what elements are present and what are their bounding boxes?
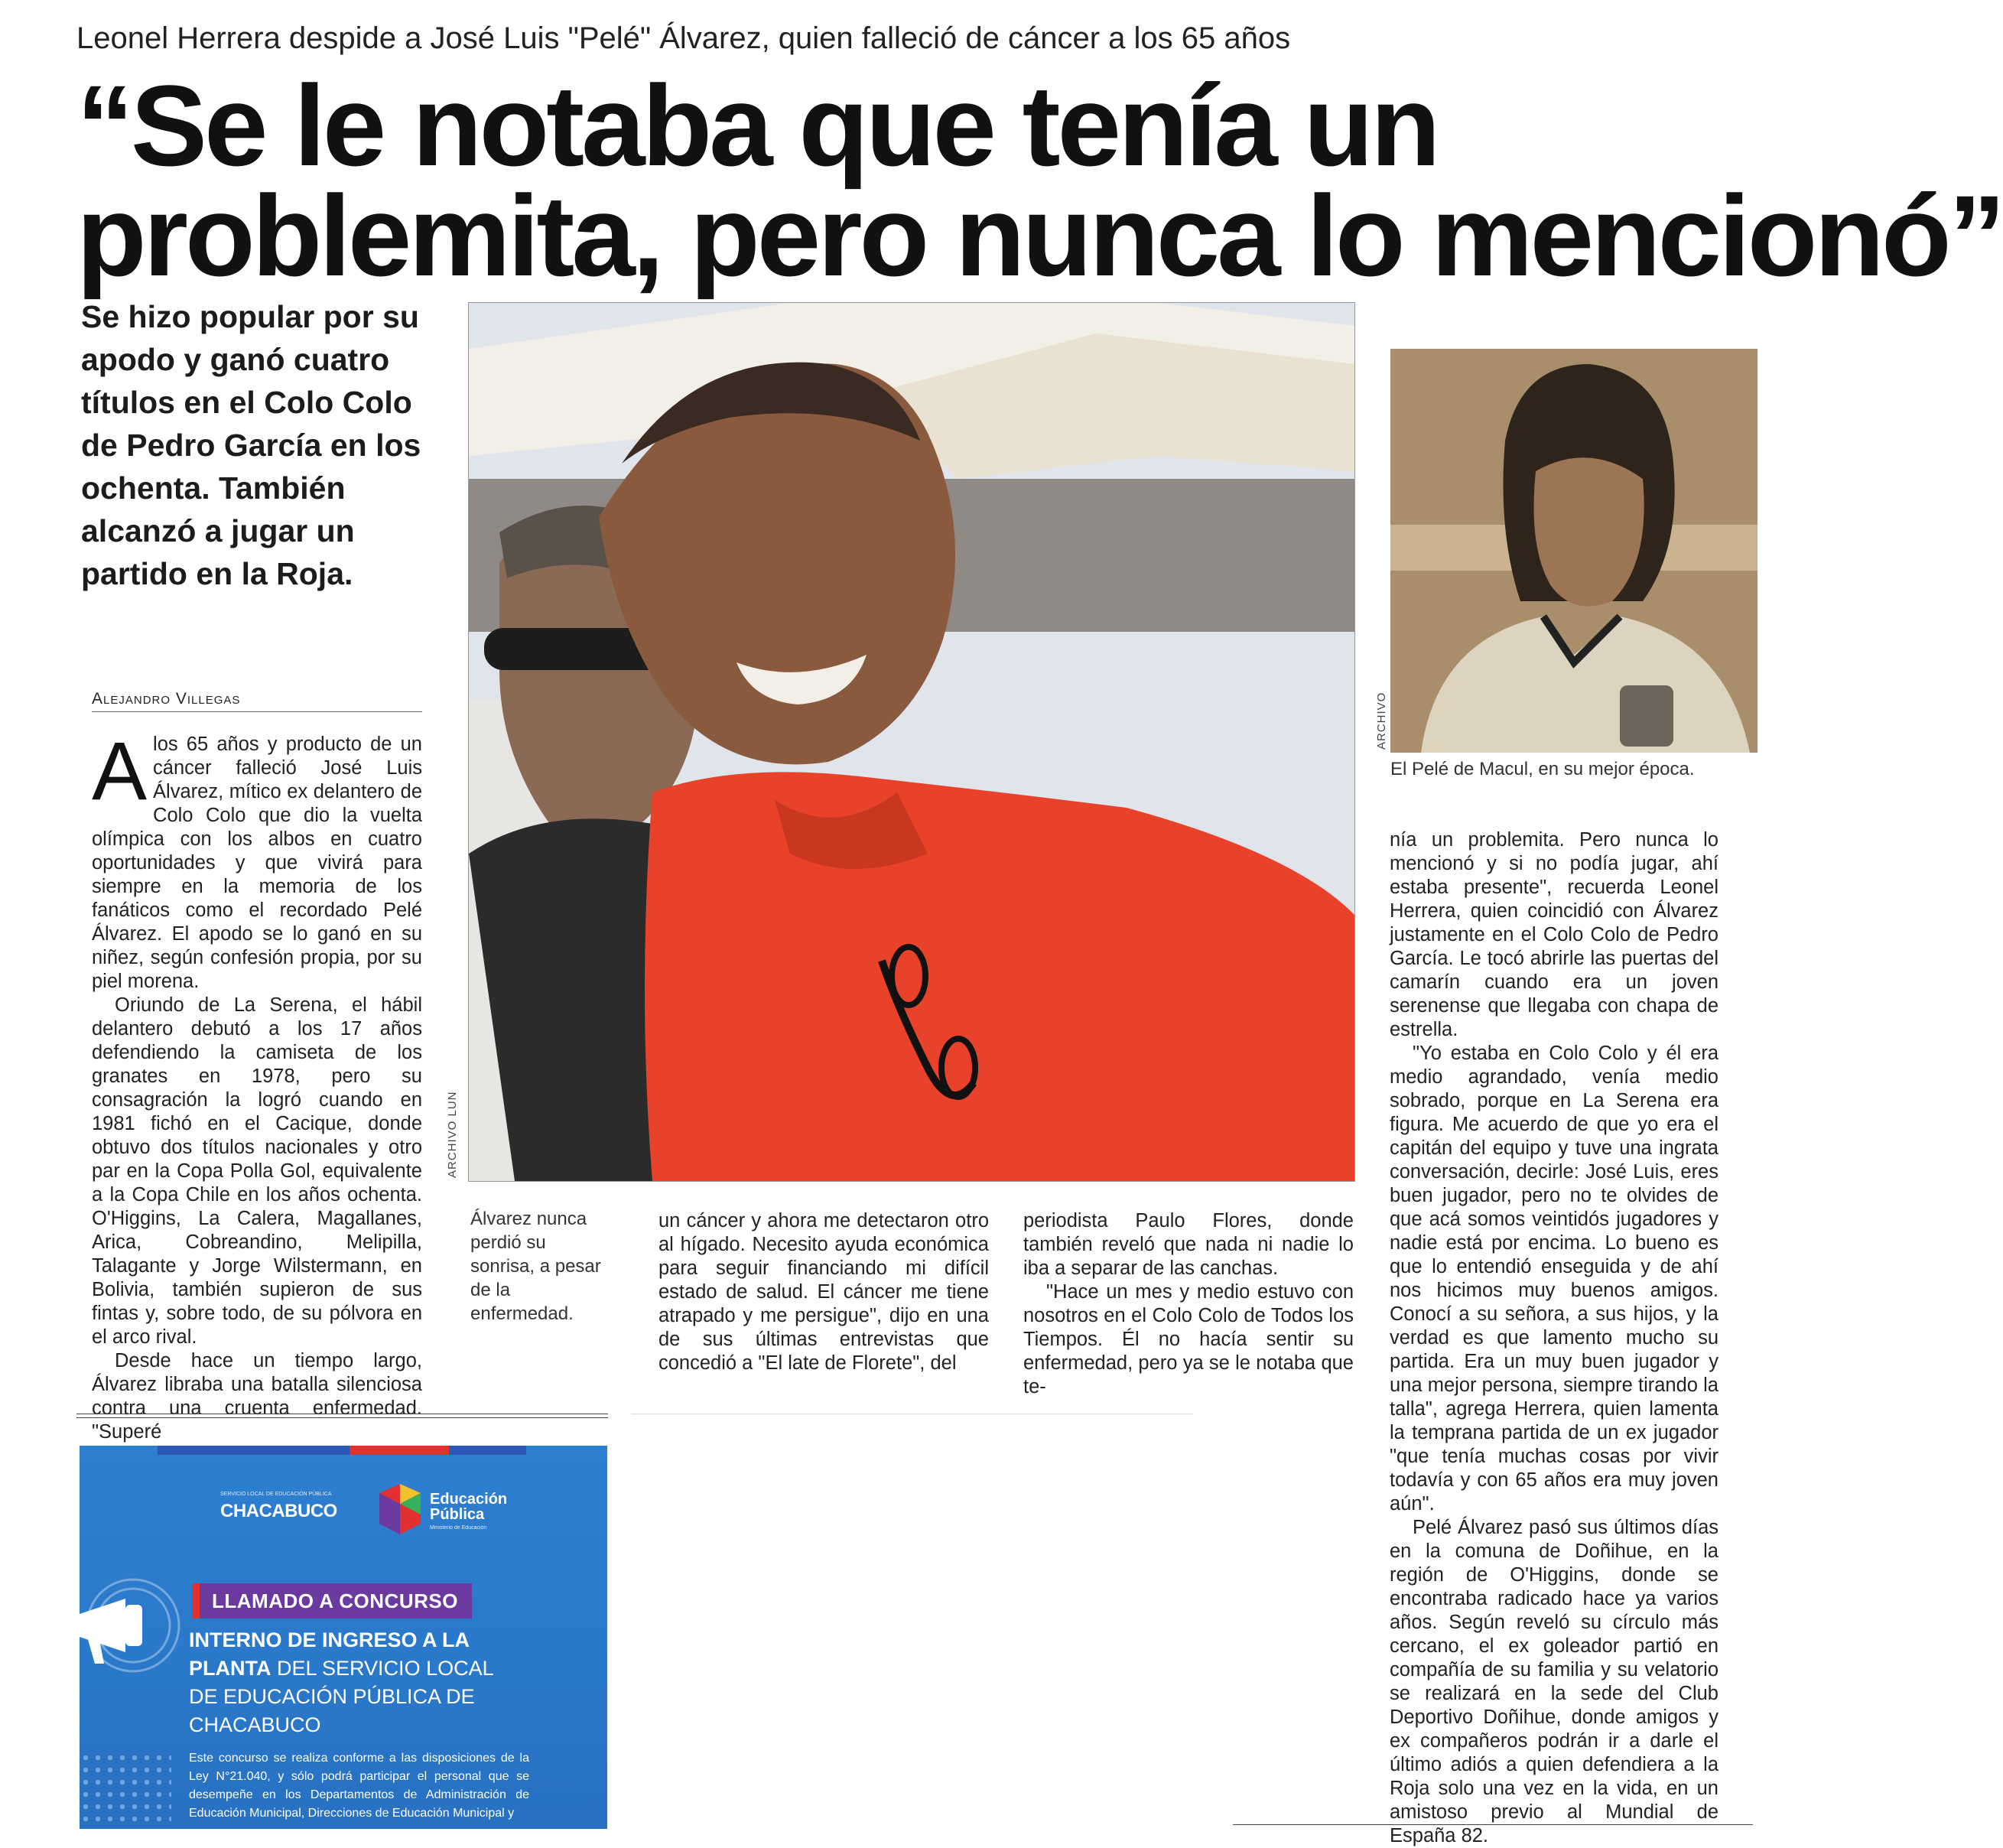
- body-column-3: [1023, 1209, 1354, 1399]
- main-photo-illustration: [469, 303, 1354, 1181]
- main-photo-credit: ARCHIVO LUN: [446, 1091, 459, 1178]
- ad-logo-chacabuco: CHACABUCO: [220, 1501, 337, 1521]
- paragraph-text: los 65 años y producto de un cáncer falleció José Luis Álvarez, mítico ex delantero de Colo Colo que dio la vuelta olímpica con los albos en cuatro oportunidades y que vivirá para siempre en la memoria de los fanáticos como el recordado Pelé Álvarez. El apodo se lo ganó en su niñez, según confesión propia, por su piel morena.: [92, 734, 422, 992]
- ad-body: Este concurso se realiza conforme a las disposiciones de la Ley N°21.040, y sólo podrá participar el personal que se desempeñe en los Departamentos de Administración de Educación Municipal, Direcciones de Educación Municipal y: [189, 1752, 529, 1820]
- body-paragraph: Pelé Álvarez pasó sus últimos días en la comuna de Doñihue, en la región de O'Higgins, donde se encontraba radicado hace ya varios años. Según reveló su círculo más cercano, el ex goleador partió en compañía de su familia y su velatorio se realizará en la sede del Club Deportivo Doñihue, donde amigos y ex compañeros podrán ir a darle el último adiós a quien defendiera a la Roja solo una vez en la vida, en un amistoso previo al Mundial de España 82.: [1390, 1517, 1718, 1846]
- body-paragraph: un cáncer y ahora me detectaron otro al hígado. Necesito ayuda económica para seguir financiando mi difícil estado de salud. El cáncer me tiene atrapado y me persigue", dijo en una de sus últimas entrevistas que concedió a "El late de Florete", del: [658, 1210, 989, 1374]
- body-paragraph: periodista Paulo Flores, donde también reveló que nada ni nadie lo iba a separar de las canchas.: [1023, 1210, 1354, 1279]
- headline-line-1: “Se le notaba que tenía un: [76, 61, 1438, 190]
- educacion-publica-logo-icon: [379, 1484, 421, 1534]
- section-divider: [1233, 1824, 1753, 1825]
- megaphone-icon: [72, 1576, 171, 1675]
- body-column-4: [1390, 828, 1718, 1848]
- article-headline: [76, 61, 2003, 300]
- archive-photo: [1390, 349, 1758, 753]
- ad-top-bar: [158, 1446, 526, 1455]
- body-paragraph: "Yo estaba en Colo Colo y él era medio agrandado, venía medio sobrado, porque en La Serena era figura. Me acuerdo de que yo era el capitán del equipo y tuve una ingrata conversación, decirle: José Luis, eres buen jugador, pero no te olvides de que acá somos veintidós jugadores y nadie está por encima. Lo bueno es que lo entendió enseguida y de ahí nos hicimos muy buenos amigos. Conocí a su señora, a sus hijos, y la verdad es que lamento mucho su partida. Era un muy buen jugador y una mejor persona, siempre tirando la talla", agrega Herrera, quien lamenta la temprana partida de un ex jugador "que tenía muchas cosas por vivir todavía y con 65 años era muy joven aún".: [1390, 1043, 1718, 1515]
- ad-logo-chacabuco-subtitle: SERVICIO LOCAL DE EDUCACIÓN PÚBLICA: [220, 1492, 332, 1497]
- archive-photo-caption: El Pelé de Macul, en su mejor época.: [1390, 759, 1695, 779]
- body-column-1: [92, 724, 422, 1444]
- archive-photo-credit: ARCHIVO: [1375, 691, 1388, 750]
- body-paragraph: nía un problemita. Pero nunca lo mencionó y si no podía jugar, ahí estaba presente", recuerda Leonel Herrera, quien coincidió con Álvarez justamente en el Colo Colo de Pedro García. Le tocó abrirle las puertas del camarín cuando era un joven serenense que llegaba con chapa de estrella.: [1390, 829, 1718, 1040]
- body-paragraph: "Hace un mes y medio estuvo con nosotros en el Colo Colo de Todos los Tiempos. Él no hacía sentir su enfermedad, pero ya se le notaba que te-: [1023, 1281, 1354, 1397]
- advertisement[interactable]: [80, 1446, 607, 1829]
- headline-line-2: problemita, pero nunca lo mencionó”: [76, 171, 2003, 300]
- article-dek: Se hizo popular por su apodo y ganó cuatro títulos en el Colo Colo de Pedro García en los ochenta. También alcanzó a jugar un partido en la Roja.: [81, 299, 421, 591]
- main-photo-caption: Álvarez nunca perdió su sonrisa, a pesar de la enfermedad.: [470, 1209, 601, 1324]
- section-divider: [76, 1414, 608, 1418]
- archive-photo-illustration: [1390, 349, 1758, 753]
- body-paragraph: [92, 724, 422, 994]
- body-column-2: [658, 1209, 989, 1375]
- article-kicker: Leonel Herrera despide a José Luis "Pelé" Álvarez, quien falleció de cáncer a los 65 años: [76, 21, 1291, 55]
- ad-logo-educacion-publica-subtitle: Ministerio de Educación: [430, 1525, 487, 1531]
- body-paragraph: Desde hace un tiempo largo, Álvarez libraba una batalla silenciosa contra una cruenta enfermedad. "Superé: [92, 1350, 422, 1443]
- ad-tag: LLAMADO A CONCURSO: [192, 1583, 472, 1619]
- ad-title: INTERNO DE INGRESO A LA PLANTA DEL SERVICIO LOCAL DE EDUCACIÓN PÚBLICA DE CHACABUCO: [189, 1628, 493, 1736]
- ad-top-bar-accent: [350, 1446, 449, 1455]
- body-paragraph: Oriundo de La Serena, el hábil delantero debutó a los 17 años defendiendo la camiseta de los granates en 1978, pero su consagración la logró cuando en 1981 fichó en el Cacique, donde obtuvo dos títulos nacionales y otro par en la Copa Polla Gol, equivalente a la Copa Chile en los años ochenta. O'Higgins, La Calera, Magallanes, Arica, Cobreandino, Melipilla, Talagante y Jorge Wilstermann, en Bolivia, también supieron de sus fintas y, sobre todo, de su pólvora en el arco rival.: [92, 994, 422, 1348]
- ad-logo-educacion-publica: Educación Pública: [430, 1491, 508, 1523]
- drop-cap: A: [92, 724, 148, 817]
- main-photo: [468, 302, 1355, 1182]
- ad-dot-pattern: [80, 1752, 171, 1829]
- byline: Alejandro Villegas: [92, 690, 422, 712]
